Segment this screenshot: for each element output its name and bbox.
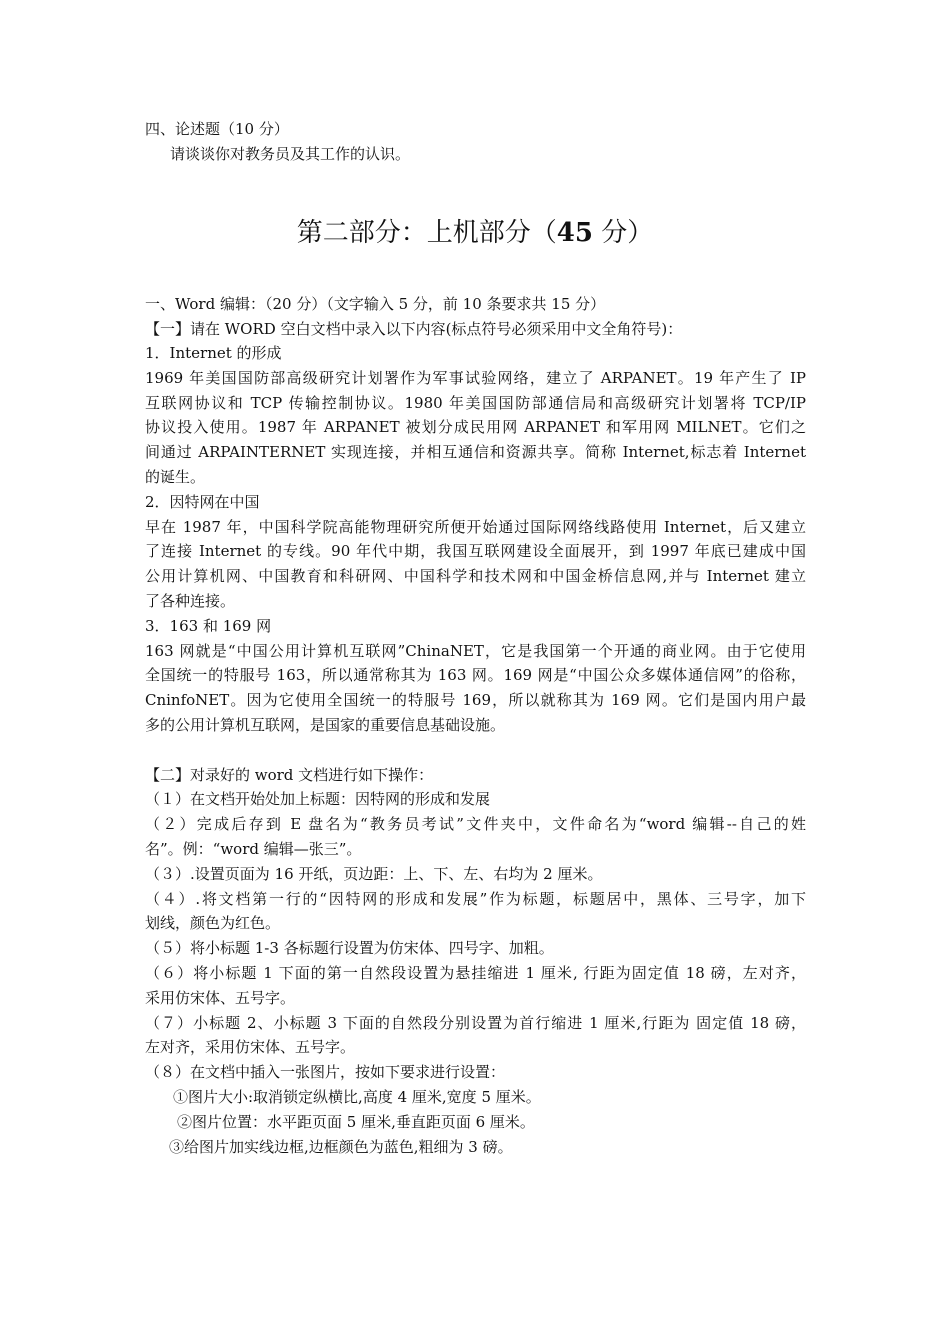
step-8-sub1: ①图片大小:取消锁定纵横比,高度 4 厘米,宽度 5 厘米。 xyxy=(173,1087,541,1106)
part1-heading: 【一】请在 WORD 空白文档中录入以下内容(标点符号必须采用中文全角符号)： xyxy=(145,320,683,338)
sub1-line: 互联网协议和 TCP 传输控制协议。1980 年美国国防部通信局和高级研究计划署将 TCP/IP xyxy=(145,393,806,412)
step-8: （８）在文档中插入一张图片，按如下要求进行设置： xyxy=(145,1063,506,1082)
step-3: （３）.设置页面为 16 开纸，页边距：上、下、左、右均为 2 厘米。 xyxy=(145,864,603,883)
sub3-line: 多的公用计算机互联网，是国家的重要信息基础设施。 xyxy=(145,715,506,734)
step-6-line1: （６）将小标题 1 下面的第一自然段设置为悬挂缩进 1 厘米, 行距为固定值 18 磅，左对齐， xyxy=(145,963,806,982)
sub2-line: 了连接 Internet 的专线。90 年代中期，我国互联网建设全面展开，到 1997 年底已建成中国 xyxy=(145,542,806,561)
part2-heading: 【二】对录好的 word 文档进行如下操作： xyxy=(145,765,434,784)
part2-title-num: 45 xyxy=(556,218,593,248)
sub3-line: 163 网就是“中国公用计算机互联网”ChinaNET，它是我国第一个开通的商业网。由于它使用 xyxy=(145,641,806,660)
step-8-sub2: ②图片位置：水平距页面 5 厘米,垂直距页面 6 厘米。 xyxy=(177,1112,535,1131)
step-8-sub3: ③给图片加实线边框,边框颜色为蓝色,粗细为 3 磅。 xyxy=(169,1137,513,1156)
step-6-line2: 采用仿宋体、五号字。 xyxy=(145,988,296,1007)
step-2-line2: 名”。例：“word 编辑—张三”。 xyxy=(145,839,362,858)
sub2-line: 早在 1987 年，中国科学院高能物理研究所便开始通过国际网络线路使用 Internet，后又建立 xyxy=(145,517,806,536)
sub3-line: CninfoNET。因为它使用全国统一的特服号 169，所以就称其为 169 网。它们是国内用户最 xyxy=(145,691,806,710)
step-7-line1: （７）小标题 2、小标题 3 下面的自然段分别设置为首行缩进 1 厘米,行距为 固定值 18 磅， xyxy=(145,1013,806,1032)
section4-question: 请谈谈你对教务员及其工作的认识。 xyxy=(170,145,411,163)
step-2-line1: （２）完成后存到 E 盘名为“教务员考试”文件夹中，文件命名为“word 编辑--自己的姓 xyxy=(145,815,806,834)
step-1: （１）在文档开始处加上标题：因特网的形成和发展 xyxy=(145,790,491,809)
subtitle-3: 3．163 和 169 网 xyxy=(145,616,272,635)
part2-title xyxy=(0,216,950,250)
step-5: （５）将小标题 1-3 各标题行设置为仿宋体、四号字、加粗。 xyxy=(145,939,554,958)
sub2-line: 公用计算机网、中国教育和科研网、中国科学和技术网和中国金桥信息网,并与 Internet 建立 xyxy=(145,567,806,586)
subtitle-1: 1．Internet 的形成 xyxy=(145,344,282,362)
step-4-line1: （４）.将文档第一行的“因特网的形成和发展”作为标题，标题居中，黑体、三号字，加下 xyxy=(145,889,806,908)
sub3-line: 全国统一的特服号 163，所以通常称其为 163 网。169 网是“中国公众多媒体通信网”的俗称， xyxy=(145,666,806,685)
word-section-heading: 一、Word 编辑：（20 分）（文字输入 5 分，前 10 条要求共 15 分） xyxy=(145,295,606,313)
section4-title: 四、论述题（10 分） xyxy=(145,120,289,138)
document-body xyxy=(145,341,806,1159)
sub1-line: 1969 年美国国防部高级研究计划署作为军事试验网络，建立了 ARPANET。19 年产生了 IP xyxy=(145,368,806,387)
sub2-line: 了各种连接。 xyxy=(145,591,236,610)
part2-title-pre: 第二部分：上机部分（ xyxy=(296,218,557,248)
subtitle-2: 2．因特网在中国 xyxy=(145,492,260,511)
part2-title-post: 分） xyxy=(601,218,654,248)
sub1-line: 间通过 ARPAINTERNET 实现连接，并相互通信和资源共享。简称 Internet,标志着 Internet xyxy=(145,443,806,462)
sub1-line: 的诞生。 xyxy=(145,467,206,486)
sub1-line: 协议投入使用。1987 年 ARPANET 被划分成民用网 ARPANET 和军用网 MILNET。它们之 xyxy=(145,418,806,437)
step-4-line2: 划线，颜色为红色。 xyxy=(145,914,281,933)
blank-line xyxy=(145,738,806,763)
step-7-line2: 左对齐，采用仿宋体、五号字。 xyxy=(145,1038,356,1057)
